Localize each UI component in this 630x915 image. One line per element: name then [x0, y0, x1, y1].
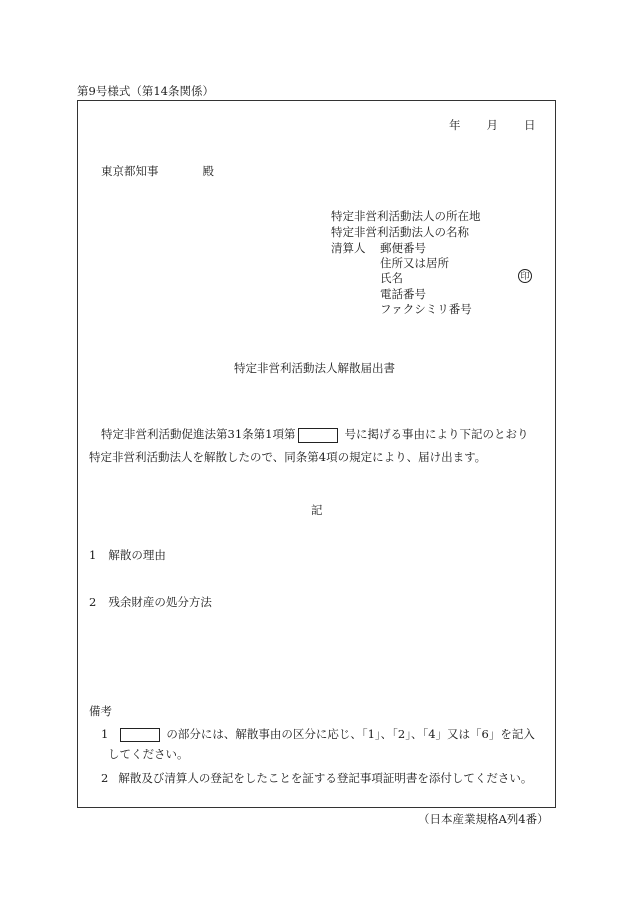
note-2	[101, 771, 532, 785]
item-number: 1	[89, 548, 97, 562]
date-month: 月	[486, 118, 498, 132]
address-label: 住所又は居所	[380, 256, 449, 270]
date-line	[449, 118, 536, 132]
body-line-1-post: 号に掲げる事由により下記のとおり	[344, 427, 529, 441]
form-reference: 第9号様式（第14条関係）	[77, 84, 214, 98]
item-1	[89, 548, 166, 562]
note-number: 2	[101, 771, 109, 785]
note-number: 1	[101, 727, 109, 741]
category-blank-box[interactable]	[298, 428, 338, 443]
phone-label: 電話番号	[380, 287, 426, 301]
body-line-1-pre: 特定非営利活動促進法第31条第1項第	[101, 427, 296, 441]
item-number: 2	[89, 595, 97, 609]
item-2	[89, 595, 212, 609]
note-1-text: の部分には、解散事由の区分に応じ、「1」、「2」、「4」又は「6」を記入	[166, 727, 535, 741]
seal-mark: 印	[518, 269, 532, 283]
document-title: 特定非営利活動法人解散届出書	[234, 361, 395, 375]
note-1-continuation: してください。	[108, 747, 189, 761]
note-2-text: 解散及び清算人の登記をしたことを証する登記事項証明書を添付してください。	[118, 771, 533, 785]
item-label: 解散の理由	[108, 548, 166, 562]
applicant-location: 特定非営利活動法人の所在地	[331, 209, 481, 223]
date-year: 年	[449, 118, 461, 132]
liquidator-label: 清算人	[331, 241, 366, 255]
date-day: 日	[524, 118, 536, 132]
addressee-name: 東京都知事	[101, 164, 159, 178]
body-line-1	[101, 425, 528, 443]
postal-code-label: 郵便番号	[380, 241, 426, 255]
addressee-honorific: 殿	[202, 164, 214, 178]
fax-label: ファクシミリ番号	[380, 302, 472, 316]
item-label: 残余財産の処分方法	[108, 595, 212, 609]
addressee	[101, 164, 214, 178]
notes-heading: 備考	[89, 704, 112, 718]
person-name-label: 氏名	[380, 271, 403, 285]
paper-size-note: （日本産業規格A列4番）	[418, 812, 549, 826]
note-1	[101, 726, 535, 742]
ki-heading: 記	[311, 503, 323, 517]
body-line-2: 特定非営利活動法人を解散したので、同条第4項の規定により、届け出ます。	[89, 450, 487, 464]
note-blank-box	[120, 728, 160, 742]
applicant-corp-name: 特定非営利活動法人の名称	[331, 225, 469, 239]
